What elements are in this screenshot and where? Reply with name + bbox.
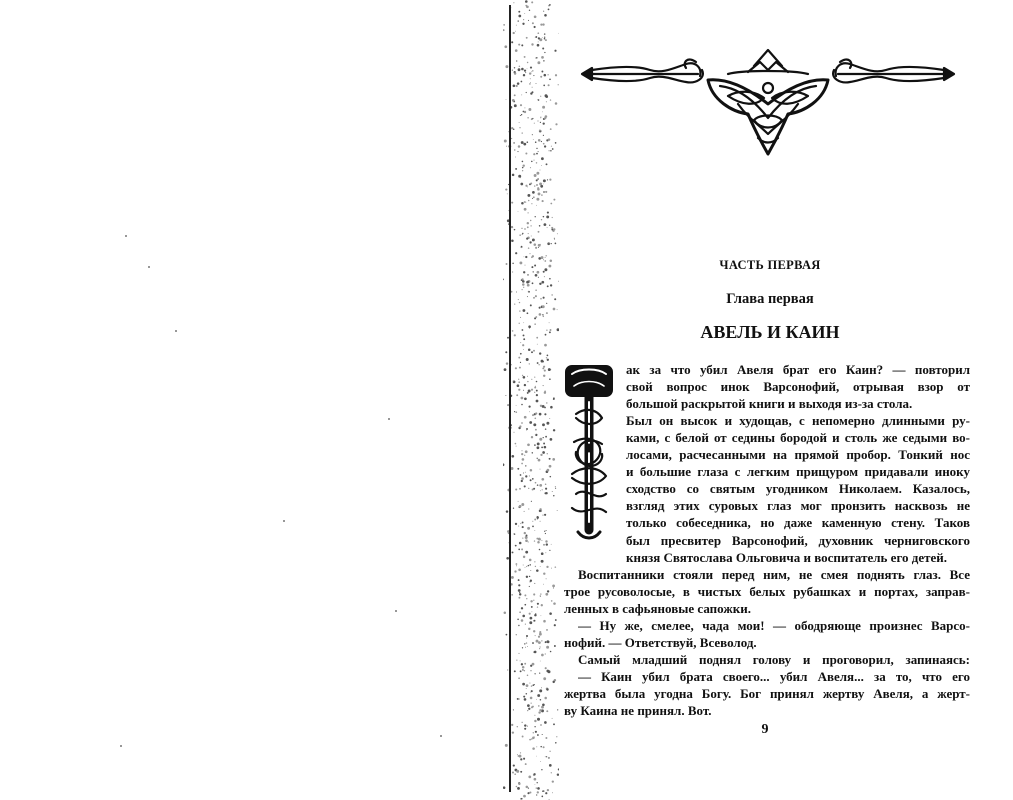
scan-noise-dot [506, 99, 507, 100]
speck [388, 418, 390, 420]
scan-noise-dot [504, 45, 507, 48]
scan-noise-dot [505, 395, 506, 396]
text-line: свой вопрос инок Варсонофий, отрывая взор от [626, 379, 970, 395]
chapter-heading: Глава первая [726, 291, 814, 307]
speck [283, 520, 285, 522]
celtic-knot-headpiece-icon [578, 48, 958, 160]
scan-noise-dot [506, 263, 508, 265]
scan-noise-dot [505, 189, 507, 191]
scan-noise-dot [503, 463, 504, 466]
text-line: — Ну же, смелее, чада мои! — ободряюще произнес Варсо- [578, 617, 970, 633]
scan-noise-dot [506, 146, 507, 147]
text-line: ленных в сафьяновые сапожки. [564, 600, 751, 616]
scan-noise-dot [505, 744, 508, 747]
text-line: — Каин убил брата своего... убил Авеля... за то, что его [578, 668, 970, 684]
text-line: трое русоволосые, в чистых белых рубашках и портах, заправ- [564, 583, 970, 599]
speck [120, 745, 122, 747]
text-line: нофий. — Ответствуй, Всеволод. [564, 634, 757, 650]
part-heading: ЧАСТЬ ПЕРВАЯ [719, 258, 821, 272]
text-line: ву Каина не принял. Вот. [564, 703, 712, 718]
text-line: Был он высок и худощав, с непомерно длинными ру- [626, 413, 970, 429]
scan-noise-dot [506, 362, 508, 364]
scan-noise-dot [507, 194, 508, 195]
scan-noise-dot [504, 612, 507, 615]
scan-noise-dot [504, 140, 507, 143]
text-line: только собеседника, но даже каменную стену. Таков [626, 515, 970, 531]
speck [440, 735, 442, 737]
scan-noise-dot [504, 368, 507, 371]
scan-noise-dot [505, 351, 507, 353]
text-line: взгляд этих суровых глаз мог пронзить насквозь не [626, 498, 970, 514]
text-line: сходство со святым угодником Николаем. Казалось, [626, 481, 970, 497]
text-line: был пресвитер Варсонофий, духовник черниговского [626, 532, 970, 548]
text-line: ак за что убил Авеля брат его Каин? — повторил [626, 362, 970, 377]
speck [175, 330, 177, 332]
text-line: жертва была угодна Богу. Бог принял жертву Авеля, а жерт- [564, 685, 970, 701]
scan-noise-dot [503, 24, 504, 25]
scan-noise-dot [503, 786, 505, 789]
ornate-letter-icon [562, 362, 616, 544]
scan-noise-dot [505, 65, 508, 68]
speck [125, 235, 127, 237]
text-line: ками, с белой от седины бородой и столь же седыми во- [626, 430, 970, 446]
scan-noise-dot [503, 279, 504, 281]
chapter-title: АВЕЛЬ И КАИН [700, 322, 840, 342]
text-line: лосами, расчесанными на прямой пробор. Тонкий нос [626, 447, 970, 463]
scan-noise-dot [503, 29, 505, 31]
text-line: Воспитанники стояли перед ним, не смея поднять глаз. Все [578, 566, 970, 582]
text-line: Самый младший поднял голову и проговорил, запинаясь: [578, 651, 970, 667]
speck [148, 266, 150, 268]
page-number: 9 [761, 722, 769, 737]
text-line: большой раскрытой книги и выходя из-за стола. [626, 396, 913, 412]
text-line: князя Святослава Ольговича и воспитатель его детей. [626, 549, 948, 565]
scan-noise-dot [506, 634, 508, 636]
scan-noise-dot [506, 510, 508, 512]
speck [395, 610, 397, 612]
text-line: и большие глаза с легким прищуром придавали иноку [626, 464, 970, 480]
